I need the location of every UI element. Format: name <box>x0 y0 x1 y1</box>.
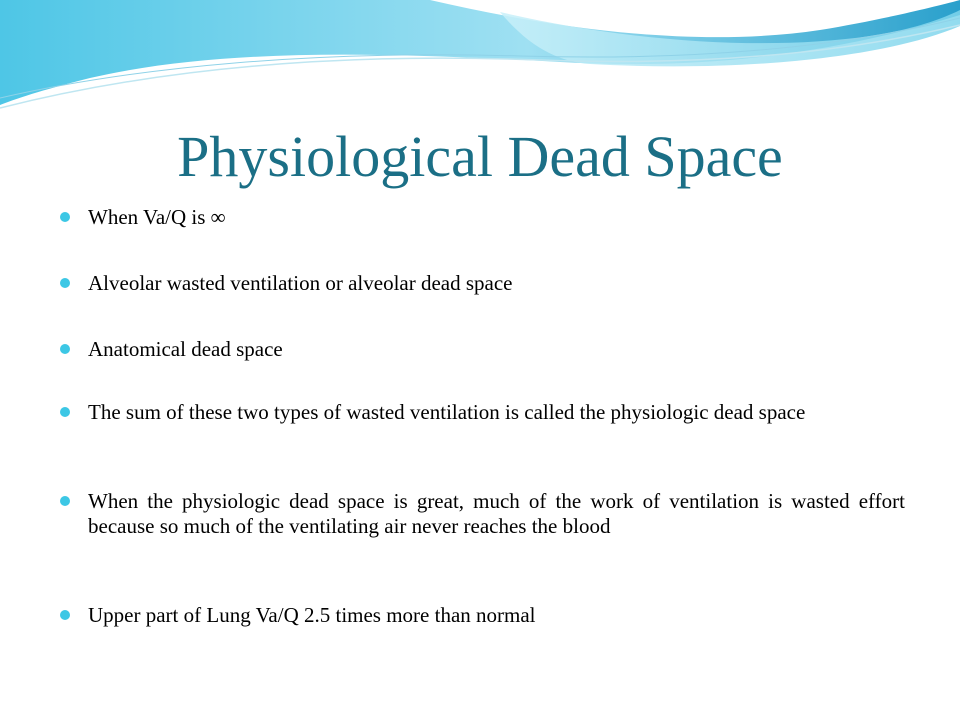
filled-circle-bullet-icon <box>60 278 70 288</box>
filled-circle-bullet-icon <box>60 344 70 354</box>
filled-circle-bullet-icon <box>60 407 70 417</box>
filled-circle-bullet-icon <box>60 610 70 620</box>
bullet-item <box>60 489 905 539</box>
bullet-item <box>60 337 905 362</box>
bullet-text: Alveolar wasted ventilation or alveolar dead space <box>88 271 513 295</box>
bullet-item <box>60 205 905 230</box>
bullet-item <box>60 400 905 425</box>
filled-circle-bullet-icon <box>60 212 70 222</box>
bullet-item <box>60 271 905 296</box>
bullet-item <box>60 603 905 628</box>
slide-title: Physiological Dead Space <box>177 124 783 189</box>
bullet-text: When the physiologic dead space is great, much of the work of ventilation is wasted effort because so much of the ventilating air never reaches the blood <box>88 489 905 538</box>
bullet-text: Upper part of Lung Va/Q 2.5 times more than normal <box>88 603 536 627</box>
bullet-text: Anatomical dead space <box>88 337 283 361</box>
bullet-text: When Va/Q is ∞ <box>88 205 226 229</box>
header-wave-decoration <box>0 0 960 115</box>
bullet-text: The sum of these two types of wasted ventilation is called the physiologic dead space <box>88 400 806 424</box>
filled-circle-bullet-icon <box>60 496 70 506</box>
